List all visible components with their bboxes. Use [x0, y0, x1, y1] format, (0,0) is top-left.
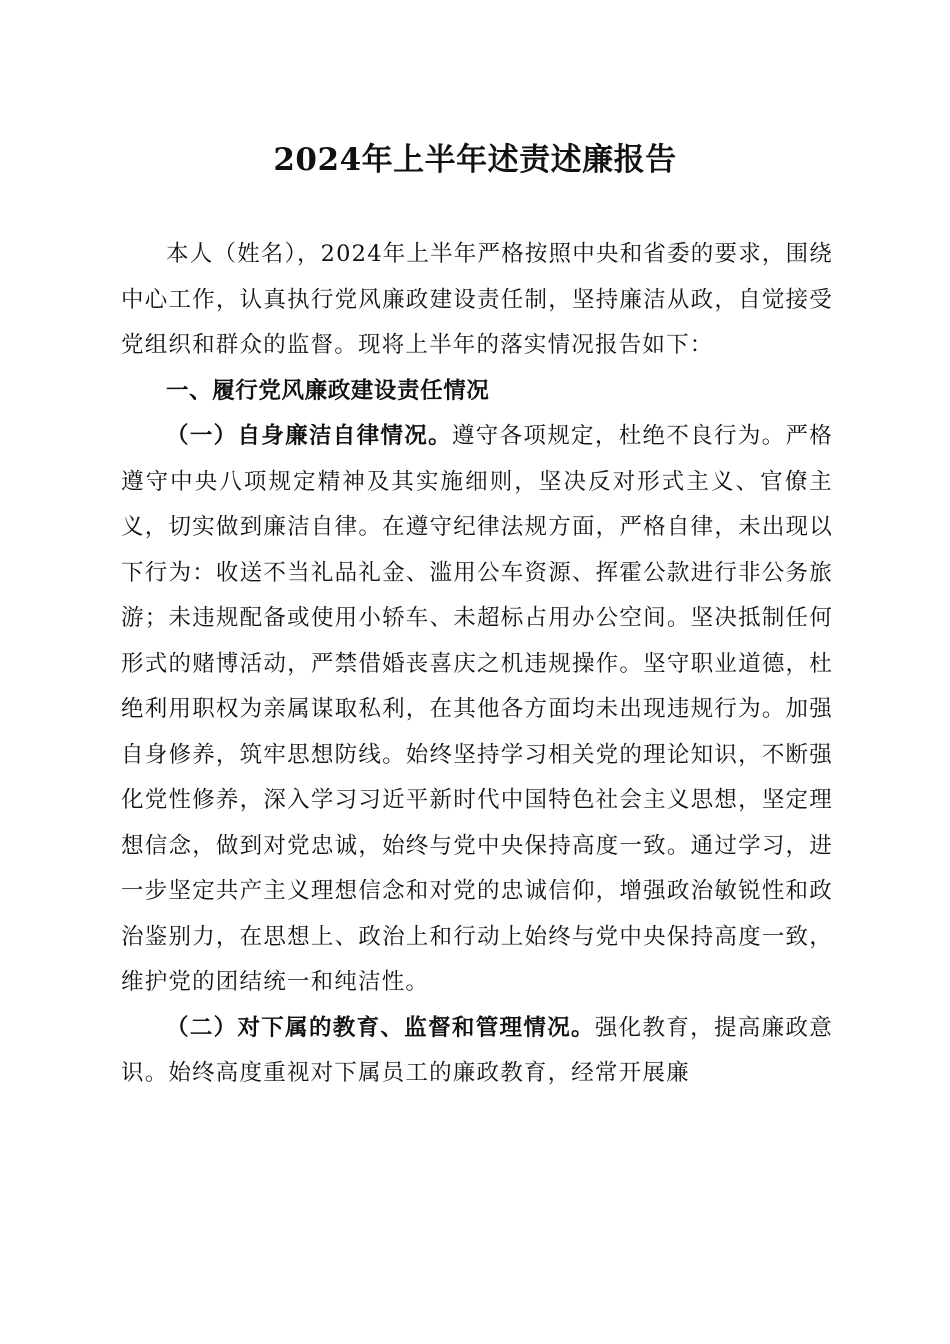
subsection-2-lead: （二）对下属的教育、监督和管理情况。: [166, 1014, 595, 1041]
subsection-1-lead: （一）自身廉洁自律情况。: [166, 423, 452, 449]
document-body: [121, 232, 833, 1097]
subsection-1-text: 遵守各项规定，杜绝不良行为。严格遵守中央八项规定精神及其实施细则，坚决反对形式主义、官僚主义，切实做到廉洁自律。在遵守纪律法规方面，严格自律，未出现以下行为：收送不当礼品礼金、滥用公车资源、挥霍公款进行非公务旅游；未违规配备或使用小轿车、未超标占用办公空间。坚决抵制任何形式的赌博活动，严禁借婚丧喜庆之机违规操作。坚守职业道德，杜绝利用职权为亲属谋取私利，在其他各方面均未出现违规行为。加强自身修养，筑牢思想防线。始终坚持学习相关党的理论知识，不断强化党性修养，深入学习习近平新时代中国特色社会主义思想，坚定理想信念，做到对党忠诚，始终与党中央保持高度一致。通过学习，进一步坚定共产主义理想信念和对党的忠诚信仰，增强政治敏锐性和政治鉴别力，在思想上、政治上和行动上始终与党中央保持高度一致，维护党的团结统一和纯洁性。: [121, 423, 834, 995]
section-heading: 一、履行党风廉政建设责任情况: [166, 377, 490, 404]
subsection-2-text: 强化教育，提高廉政意识。始终高度重视对下属员工的廉政教育，经常开展廉: [121, 1014, 833, 1086]
intro-paragraph: 本人（姓名），2024年上半年严格按照中央和省委的要求，围绕中心工作，认真执行党风廉政建设责任制，坚持廉洁从政，自觉接受党组织和群众的监督。现将上半年的落实情况报告如下：: [121, 241, 834, 358]
subsection-1-paragraph: [121, 414, 833, 1006]
subsection-2-paragraph: [121, 1006, 833, 1097]
document-title: 2024年上半年述责述廉报告: [273, 142, 677, 178]
